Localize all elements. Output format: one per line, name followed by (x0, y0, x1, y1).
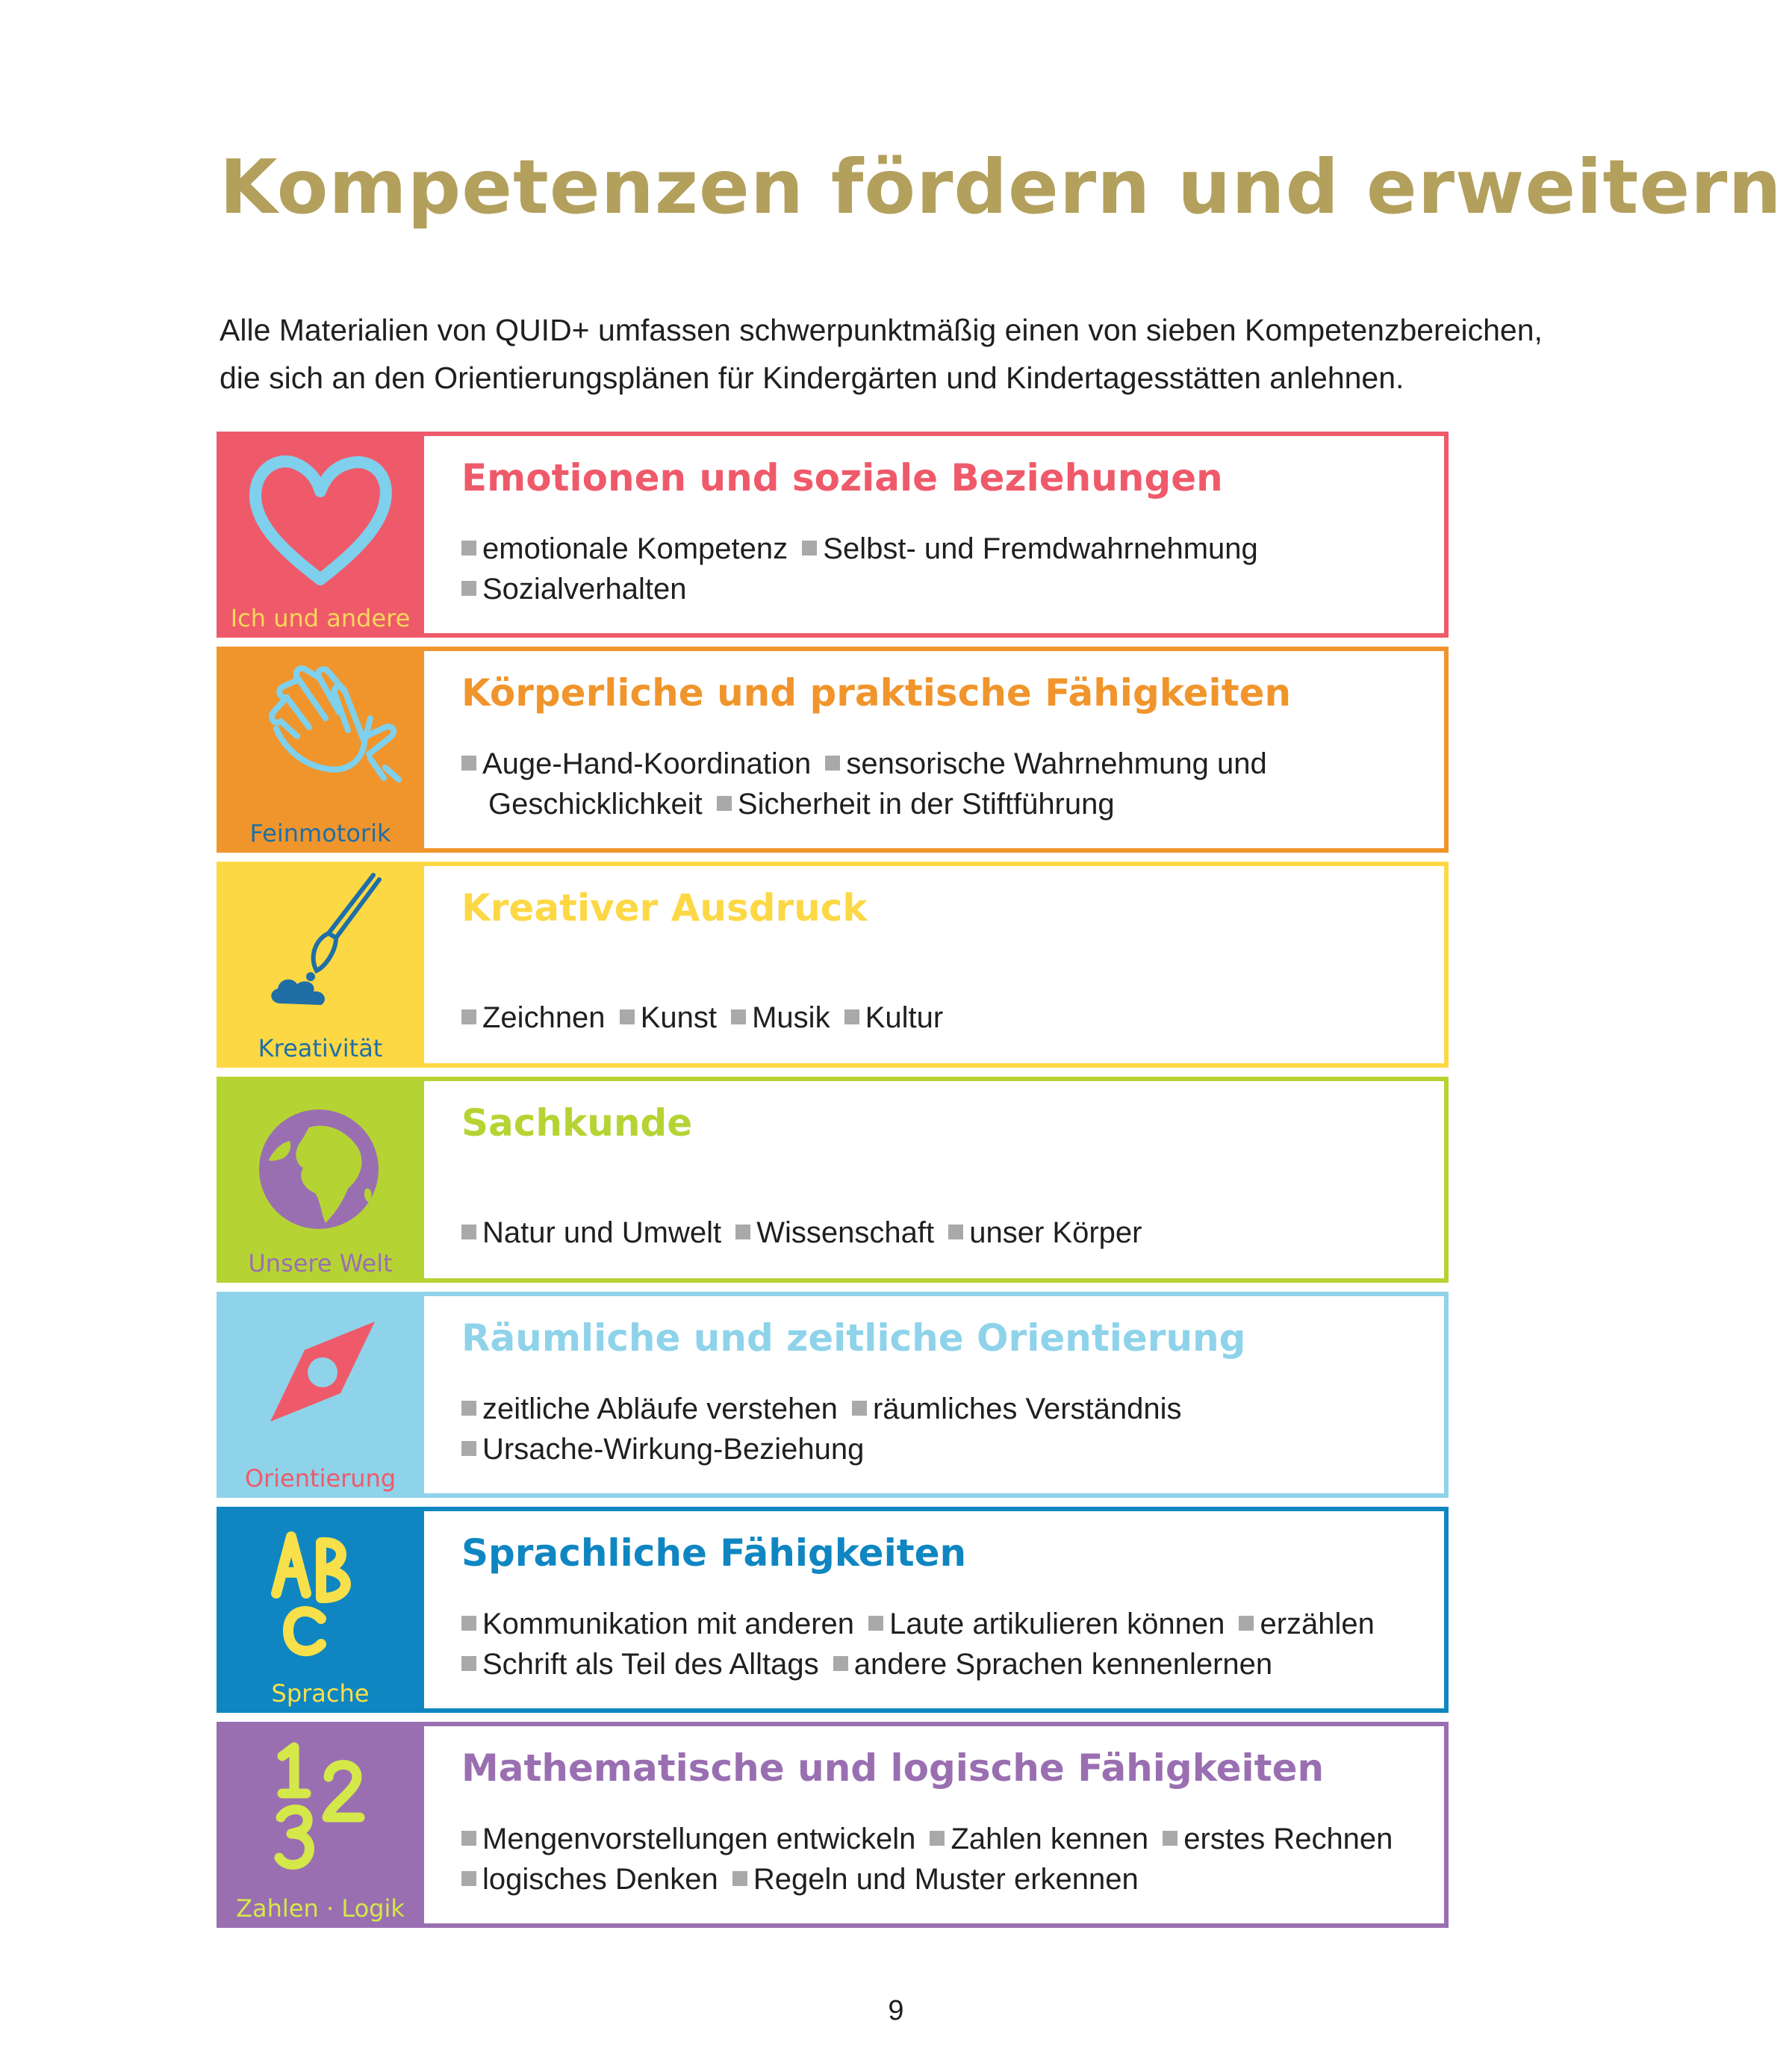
category-label: Sprache (271, 1679, 370, 1708)
competence-items (461, 1819, 1432, 1899)
competence-title: Sachkunde (461, 1101, 693, 1145)
category-tile (217, 1077, 424, 1283)
bullet-square-icon (461, 1831, 476, 1846)
bullet-square-icon (461, 581, 476, 596)
list-item (461, 1863, 718, 1896)
bullet-square-icon (844, 1009, 859, 1024)
bullet-square-icon (461, 1441, 476, 1456)
items-line (461, 1859, 1432, 1899)
category-tile (217, 1722, 424, 1928)
item-text: Zahlen kennen (951, 1823, 1149, 1855)
competence-title: Kreativer Ausdruck (461, 886, 868, 930)
item-text: sensorische Wahrnehmung und (846, 747, 1267, 780)
item-text: Kultur (865, 1001, 944, 1034)
items-line (461, 744, 1432, 784)
category-label: Kreativität (258, 1034, 383, 1062)
items-line (461, 529, 1432, 569)
competence-row-math (217, 1722, 1449, 1928)
item-text: Laute artikulieren können (889, 1608, 1225, 1640)
item-text: Selbst- und Fremdwahrnehmung (823, 532, 1258, 565)
category-label: Ich und andere (230, 604, 411, 632)
list-item (1157, 1823, 1393, 1855)
bullet-square-icon (461, 1616, 476, 1631)
competence-row-creativity (217, 862, 1449, 1068)
paintbrush-icon (217, 862, 424, 1026)
bullet-square-icon (461, 1401, 476, 1416)
bullet-square-icon (868, 1616, 883, 1631)
item-text: Regeln und Muster erkennen (753, 1863, 1139, 1896)
competence-row-language (217, 1507, 1449, 1713)
list-item (839, 1001, 944, 1034)
item-text: Sicherheit in der Stiftführung (737, 788, 1115, 821)
item-text: andere Sprachen kennenlernen (853, 1648, 1273, 1681)
list-item (614, 1001, 717, 1034)
category-tile (217, 1507, 424, 1713)
list-item (942, 1216, 1142, 1249)
item-text: Schrift als Teil des Alltags (482, 1648, 819, 1681)
bullet-square-icon (735, 1225, 750, 1239)
hand-icon (217, 647, 424, 811)
bullet-square-icon (948, 1225, 963, 1239)
category-tile (217, 647, 424, 853)
item-text: unser Körper (969, 1216, 1142, 1249)
item-text: Wissenschaft (756, 1216, 935, 1249)
items-line (461, 1389, 1432, 1429)
list-item (461, 1001, 606, 1034)
category-tile (217, 432, 424, 638)
item-text: Zeichnen (482, 1001, 606, 1034)
bullet-square-icon (461, 1225, 476, 1239)
bullet-square-icon (802, 541, 817, 556)
bullet-square-icon (461, 541, 476, 556)
numbers-icon (217, 1722, 424, 1886)
list-item (819, 747, 1266, 780)
list-item (1233, 1608, 1374, 1640)
category-tile (217, 1292, 424, 1498)
list-item (862, 1608, 1225, 1640)
item-text: Sozialverhalten (482, 573, 687, 606)
item-text: erzählen (1260, 1608, 1375, 1640)
bullet-square-icon (833, 1656, 848, 1671)
bullet-square-icon (717, 796, 732, 811)
category-label: Feinmotorik (249, 819, 391, 847)
item-text: räumliches Verständnis (872, 1393, 1182, 1425)
bullet-square-icon (461, 1009, 476, 1024)
item-text: Kommunikation mit anderen (482, 1608, 855, 1640)
globe-icon (217, 1077, 424, 1241)
items-line (461, 1819, 1432, 1859)
competence-title: Emotionen und soziale Beziehungen (461, 456, 1223, 500)
competence-title: Sprachliche Fähigkeiten (461, 1531, 967, 1575)
bullet-square-icon (732, 1871, 747, 1886)
abc-letters-icon (217, 1507, 424, 1671)
competence-items (461, 1389, 1432, 1469)
bullet-square-icon (852, 1401, 867, 1416)
intro-line: die sich an den Orientierungsplänen für Kindergärten und Kindertagesstätten anlehnen. (220, 361, 1404, 395)
item-text: zeitliche Abläufe verstehen (482, 1393, 838, 1425)
bullet-square-icon (930, 1831, 945, 1846)
item-text: emotionale Kompetenz (482, 532, 788, 565)
competence-row-world (217, 1077, 1449, 1283)
list-item (729, 1216, 934, 1249)
competence-row-emotions (217, 432, 1449, 638)
item-text: logisches Denken (482, 1863, 718, 1896)
items-line (461, 998, 1432, 1038)
bullet-square-icon (620, 1009, 635, 1024)
list-item (461, 1393, 838, 1425)
intro-line: Alle Materialien von QUID+ umfassen schwerpunktmäßig einen von sieben Kompetenzbereichen, (220, 313, 1543, 347)
bullet-square-icon (1163, 1831, 1177, 1846)
bullet-square-icon (731, 1009, 746, 1024)
items-line (461, 569, 1432, 609)
list-item (461, 1433, 864, 1466)
item-text: Musik (752, 1001, 830, 1034)
competence-items (461, 1604, 1432, 1684)
items-line (461, 1644, 1432, 1684)
list-item (725, 1001, 830, 1034)
list-item (461, 532, 788, 565)
competence-title: Körperliche und praktische Fähigkeiten (461, 671, 1292, 715)
list-item (461, 747, 811, 780)
item-text: Mengenvorstellungen entwickeln (482, 1823, 916, 1855)
bullet-square-icon (461, 1656, 476, 1671)
item-text: Natur und Umwelt (482, 1216, 722, 1249)
category-label: Unsere Welt (248, 1249, 393, 1278)
items-line (461, 1429, 1432, 1469)
list-item (461, 1648, 819, 1681)
item-text: Auge-Hand-Koordination (482, 747, 812, 780)
list-item (846, 1393, 1182, 1425)
item-text: erstes Rechnen (1183, 1823, 1393, 1855)
list-item (461, 1608, 854, 1640)
list-item (461, 573, 687, 606)
list-item (827, 1648, 1272, 1681)
competence-items (461, 744, 1432, 824)
item-text: Ursache-Wirkung-Beziehung (482, 1433, 865, 1466)
category-label: Zahlen · Logik (236, 1894, 405, 1923)
competence-row-motor-skills (217, 647, 1449, 853)
page-title: Kompetenzen fördern und erweitern (220, 143, 1782, 231)
bullet-square-icon (461, 756, 476, 771)
bullet-square-icon (1239, 1616, 1254, 1631)
competence-items (461, 529, 1432, 609)
list-item (461, 1216, 721, 1249)
category-tile (217, 862, 424, 1068)
compass-needle-icon (217, 1292, 424, 1456)
bullet-square-icon (825, 756, 840, 771)
list-item (488, 788, 703, 821)
category-label: Orientierung (244, 1464, 396, 1493)
list-item (924, 1823, 1148, 1855)
list-item (461, 1823, 915, 1855)
list-item (727, 1863, 1139, 1896)
items-line (461, 1213, 1432, 1253)
page-number: 9 (888, 1995, 904, 2026)
competence-items (461, 998, 1432, 1038)
bullet-square-icon (461, 1871, 476, 1886)
list-item (796, 532, 1258, 565)
intro-paragraph (220, 306, 1638, 402)
item-text: Kunst (640, 1001, 717, 1034)
list-item (711, 788, 1115, 821)
item-text: Geschicklichkeit (488, 788, 703, 821)
items-line (461, 784, 1432, 824)
items-line (461, 1604, 1432, 1644)
competence-title: Räumliche und zeitliche Orientierung (461, 1316, 1246, 1360)
competence-row-orientation (217, 1292, 1449, 1498)
competence-items (461, 1213, 1432, 1253)
heart-icon (217, 432, 424, 596)
competence-title: Mathematische und logische Fähigkeiten (461, 1746, 1325, 1790)
